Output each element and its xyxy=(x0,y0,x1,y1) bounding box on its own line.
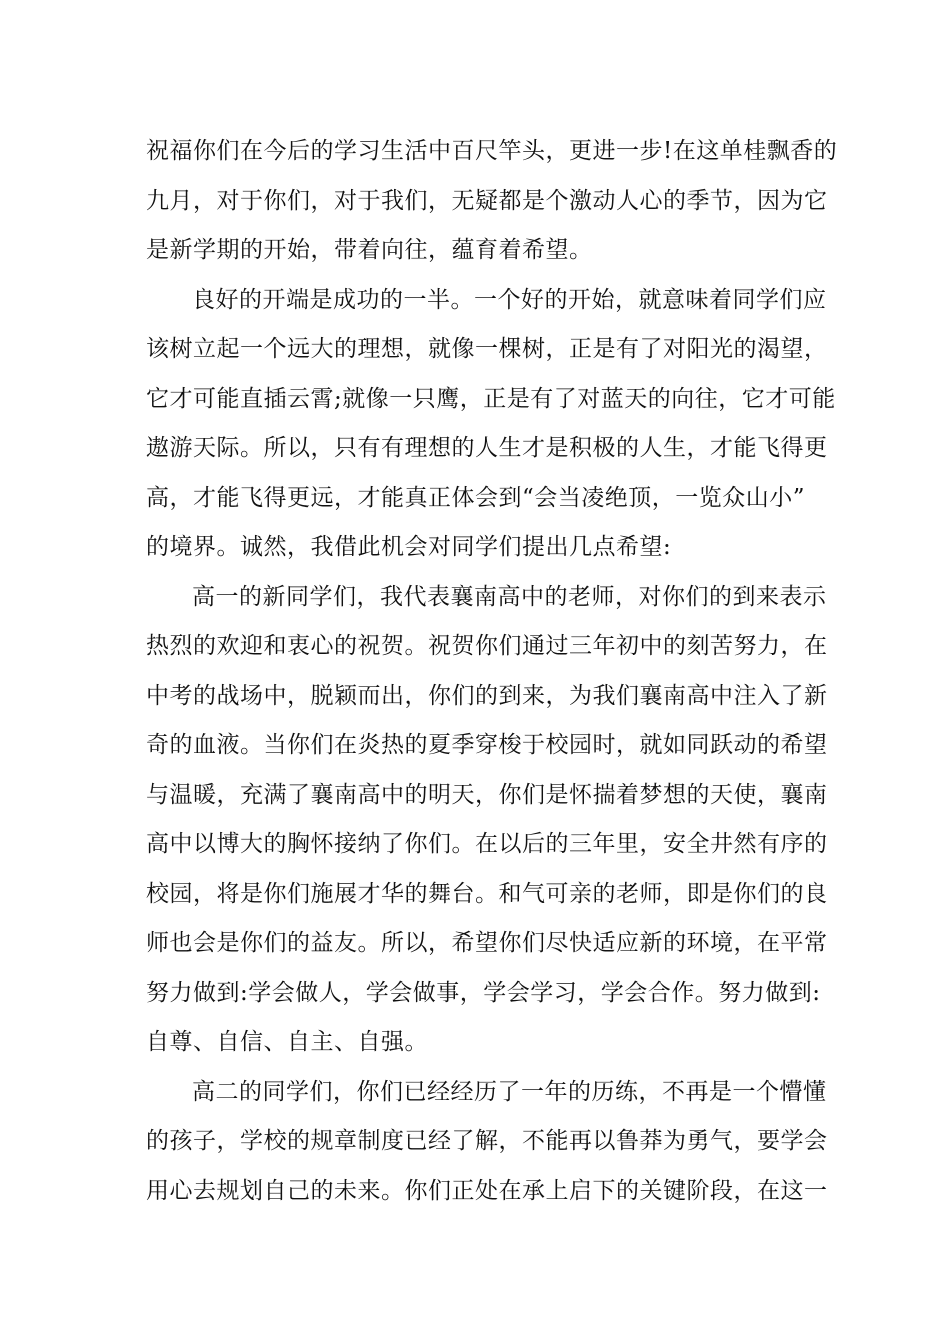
text-line: 遨游天际。所以，只有有理想的人生才是积极的人生，才能飞得更 xyxy=(146,435,828,461)
text-line: 用心去规划自己的未来。你们正处在承上启下的关键阶段，在这一 xyxy=(146,1177,828,1204)
paragraph-start-line: 良好的开端是成功的一半。一个好的开始，就意味着同学们应 xyxy=(192,286,827,313)
text-line: 九月，对于你们，对于我们，无疑都是个激动人心的季节，因为它 xyxy=(146,187,828,214)
paragraph-start-line: 高一的新同学们，我代表襄南高中的老师，对你们的到来表示 xyxy=(192,583,827,610)
text-line: 它才可能直插云霄;就像一只鹰，正是有了对蓝天的向往，它才可能 xyxy=(146,385,836,412)
text-line: 努力做到:学会做人，学会做事，学会学习，学会合作。努力做到: xyxy=(146,979,821,1006)
text-line: 热烈的欢迎和衷心的祝贺。祝贺你们通过三年初中的刻苦努力，在 xyxy=(146,633,828,659)
text-line: 奇的血液。当你们在炎热的夏季穿梭于校园时，就如同跃动的希望 xyxy=(146,732,828,758)
text-line: 中考的战场中，脱颖而出，你们的到来，为我们襄南高中注入了新 xyxy=(146,682,828,709)
text-line: 自尊、自信、自主、自强。 xyxy=(146,1029,428,1055)
text-line: 与温暖，充满了襄南高中的明天，你们是怀揣着梦想的天使，襄南 xyxy=(146,781,828,808)
text-line: 高，才能飞得更远，才能真正体会到“会当凌绝顶，一览众山小” xyxy=(146,484,806,511)
text-line: 祝福你们在今后的学习生活中百尺竿头，更进一步!在这单桂飘香的 xyxy=(146,138,838,164)
paragraph-start-line: 高二的同学们，你们已经经历了一年的历练，不再是一个懵懂 xyxy=(192,1078,827,1105)
document-body xyxy=(146,127,838,1216)
text-line: 师也会是你们的益友。所以，希望你们尽快适应新的环境，在平常 xyxy=(146,930,828,956)
text-line: 校园，将是你们施展才华的舞台。和气可亲的老师，即是你们的良 xyxy=(146,880,828,907)
text-line: 是新学期的开始，带着向往，蕴育着希望。 xyxy=(146,237,593,263)
text-line: 该树立起一个远大的理想，就像一棵树，正是有了对阳光的渴望， xyxy=(146,336,828,362)
text-line: 高中以博大的胸怀接纳了你们。在以后的三年里，安全井然有序的 xyxy=(146,831,828,857)
text-line: 的孩子，学校的规章制度已经了解，不能再以鲁莽为勇气，要学会 xyxy=(146,1128,828,1154)
text-line: 的境界。诚然，我借此机会对同学们提出几点希望: xyxy=(146,534,672,560)
